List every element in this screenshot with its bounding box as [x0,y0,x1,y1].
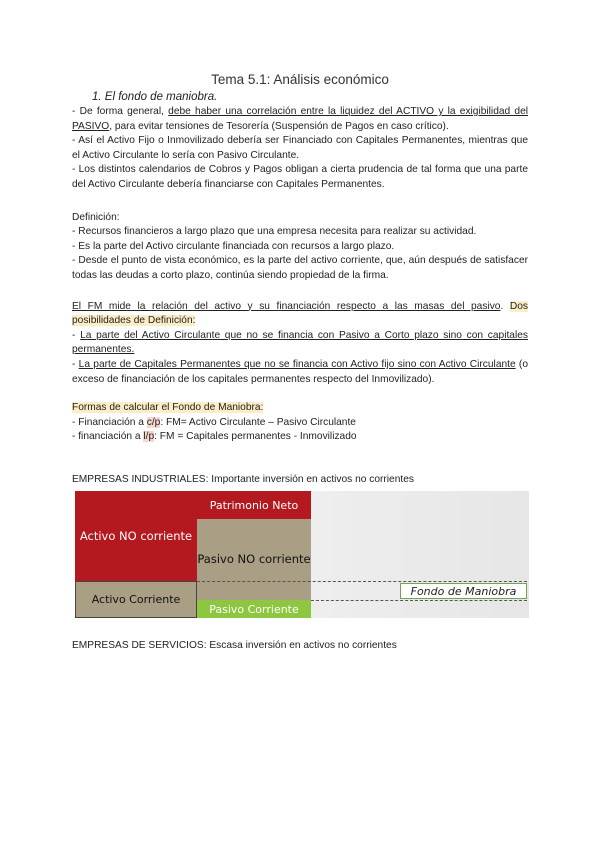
dashed-line-top [197,581,527,582]
page-title: Tema 5.1: Análisis económico [211,72,389,87]
intro-paragraph-1 [72,105,528,134]
formula-2 [72,430,528,445]
activo-corriente-block: Activo Corriente [75,581,197,618]
text-span: , para evitar tensiones de Tesorería (Suspensión de Pagos en caso crítico). [109,120,449,132]
section-subtitle: 1. El fondo de maniobra. [92,91,218,103]
fm-definition-2 [72,358,528,387]
fm-statement [72,300,528,329]
text-span: - financiación a [72,431,144,443]
formas-label [72,401,528,416]
underlined-text: El FM mide la relación del activo y su financiación respecto a las masas del pasivo [72,300,501,312]
intro-paragraph-3: - Los distintos calendarios de Cobros y Pagos obligan a cierta prudencia de tal forma que una parte del Activo Circulante debería financiarse con Capitales Permanentes. [72,164,528,190]
patrimonio-neto-block: Patrimonio Neto [197,491,311,519]
underlined-text: La parte de Capitales Permanentes que no se financia con Activo fijo sino con Activo Circulante [78,358,516,370]
text-span: : FM= Activo Circulante – Pasivo Circulante [160,416,356,428]
activo-no-corriente-block: Activo NO corriente [75,491,197,581]
text-span: . [500,300,510,312]
intro-paragraph-2: - Así el Activo Fijo o Inmovilizado debería ser Financiado con Capitales Permanentes, mientras que el Activo Circulante lo sería con Pasivo Circulante. [72,135,528,161]
highlighted-text: Dos posibilidades de Definición: [72,300,528,327]
fondo-maniobra-label: Fondo de Maniobra [400,583,527,599]
text-span: - Financiación a [72,416,147,428]
underlined-text: debe haber una correlación entre la liquidez del ACTIVO y la exigibilidad del PASIVO [72,106,529,132]
definition-item-1: - Recursos financieros a largo plazo que una empresa necesita para realizar su actividad. [72,226,477,238]
formula-1 [72,416,528,431]
definition-item-2: - Es la parte del Activo circulante financiada con recursos a largo plazo. [72,240,395,252]
definition-item-3: - Desde el punto de vista económico, es la parte del activo corriente, que, aún después de satisfacer todas las deudas a corto plazo, continúa siendo propiedad de la firma. [72,255,528,281]
text-span: (o exceso de financiación de los capitales permanentes respecto del Inmovilizado). [72,358,528,385]
underlined-text: La parte del Activo Circulante que no se financia con Pasivo a Corto plazo sino con capitales permanentes. [72,329,529,356]
text-span: - [72,358,79,370]
fm-definition-1 [72,329,528,358]
highlighted-text: Formas de calcular el Fondo de Maniobra: [72,402,264,414]
dashed-line-bottom [311,600,527,601]
highlighted-text: l/p [143,431,155,443]
document-body [72,72,528,445]
highlighted-text: c/p [146,416,161,428]
text-span: - [72,329,81,341]
industrial-caption: EMPRESAS INDUSTRIALES: Importante inversión en activos no corrientes [72,474,414,485]
pasivo-no-corriente-block: Pasivo NO corriente [197,519,311,600]
pasivo-corriente-block: Pasivo Corriente [197,600,311,618]
text-span: : FM = Capitales permanentes - Inmovilizado [154,431,357,443]
text-span: - De forma general, [72,106,169,117]
balance-diagram [75,491,529,618]
services-caption: EMPRESAS DE SERVICIOS: Escasa inversión en activos no corrientes [72,640,397,651]
definition-label: Definición: [72,211,120,223]
